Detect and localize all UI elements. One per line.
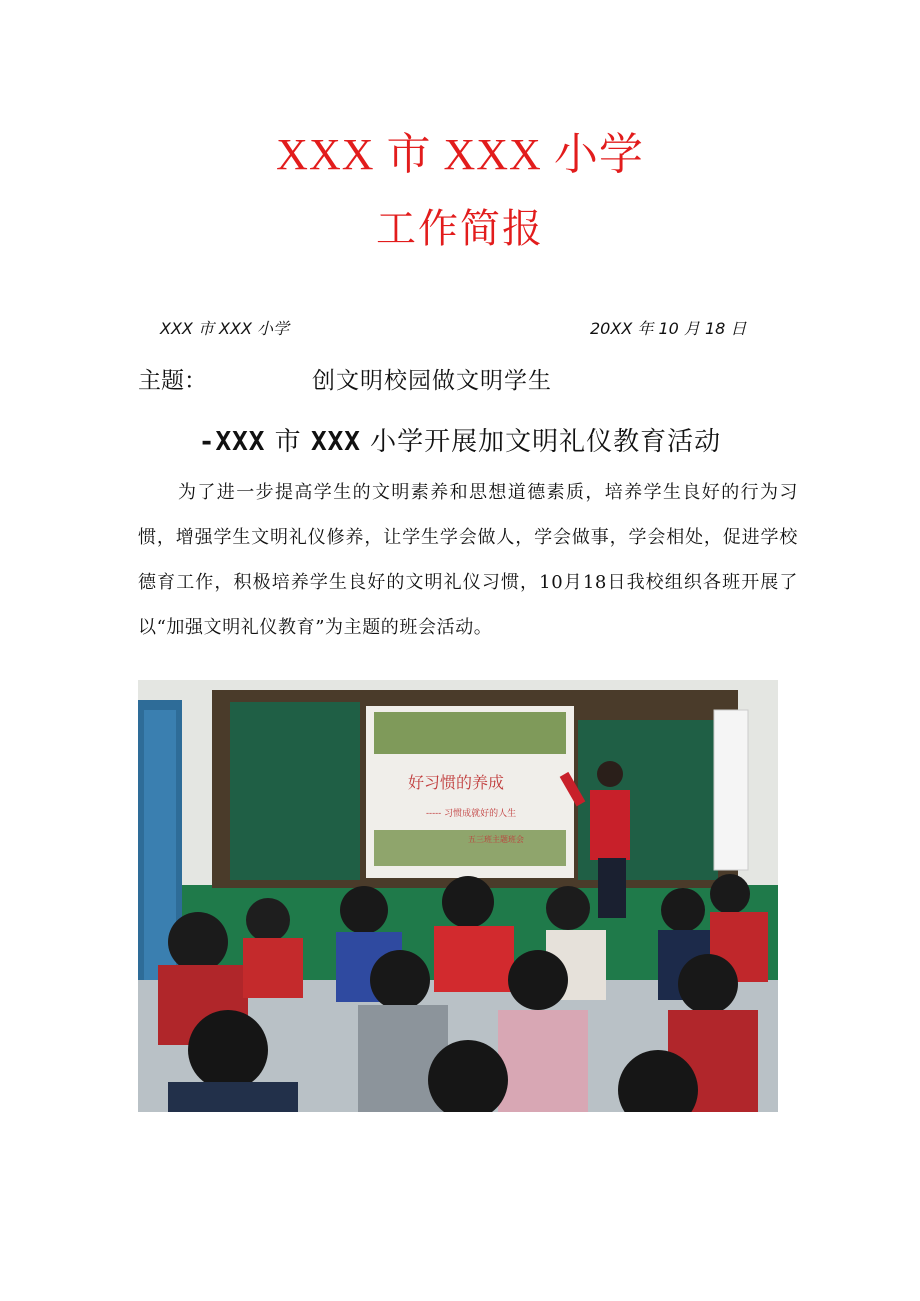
- article-subtitle: [0, 421, 920, 458]
- body-paragraph: 为了进一步提高学生的文明素养和思想道德素质，培养学生良好的行为习惯，增强学生文明礼仪修养，让学生学会做人，学会做事，学会相处，促进学校德育工作，积极培养学生良好的文明礼仪习惯，10月18日我校组织各班开展了以“加强文明礼仪教育”为主题的班会活动。: [138, 482, 798, 638]
- subtitle-city: 市: [265, 427, 311, 457]
- topic-label: 主题：: [138, 368, 207, 394]
- subtitle-rest: 小学开展加文明礼仪教育活动: [360, 427, 722, 457]
- subtitle-school: XXX: [310, 427, 361, 457]
- screen-title: 好习惯的养成: [408, 773, 505, 792]
- report-title-school: XXX 市 XXX 小学: [276, 130, 644, 179]
- topic-text: 创文明校园做文明学生: [312, 368, 552, 394]
- screen-subtitle: ----- 习惯成就好的人生: [426, 809, 517, 819]
- screen-class: 五三班主题班会: [468, 835, 524, 844]
- classroom-illustration: [138, 680, 778, 1112]
- report-title: 工作简报: [376, 206, 544, 252]
- subtitle-prefix: -XXX: [198, 427, 266, 457]
- issuer-school: XXX 市 XXX 小学: [160, 319, 290, 338]
- issue-date: 20XX 年 10 月 18 日: [590, 319, 747, 338]
- classroom-photo: [138, 680, 778, 1112]
